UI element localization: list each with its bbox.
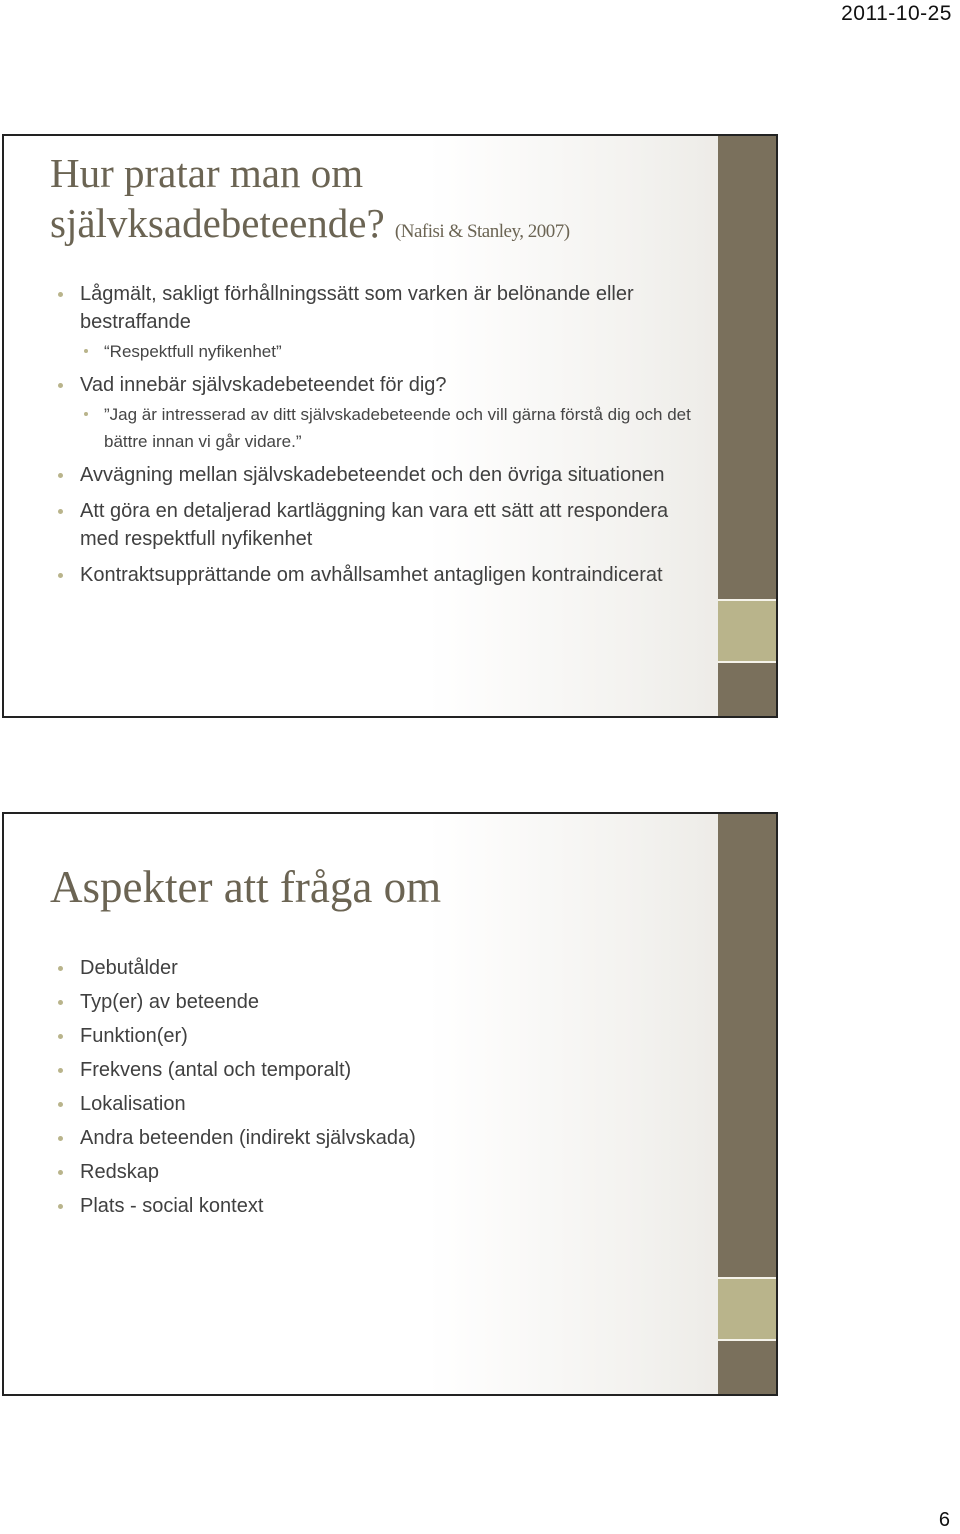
bullet-icon (58, 383, 63, 388)
title-line-2: självksadebeteende? (50, 200, 385, 246)
list-item (58, 1056, 698, 1084)
list-item (58, 1090, 698, 1118)
list-item-text: Lågmält, sakligt förhållningssätt som varken är belönande eller bestraffande (80, 283, 634, 333)
list-item-sub (58, 338, 698, 365)
list-item-text: Avvägning mellan självskadebeteendet och den övriga situationen (80, 464, 665, 486)
band-segment-light (718, 601, 776, 661)
list-item-text: Lokalisation (80, 1093, 186, 1115)
bullet-icon (58, 966, 63, 971)
list-item-text: Redskap (80, 1161, 159, 1183)
bullet-icon (58, 1068, 63, 1073)
list-item-text: Andra beteenden (indirekt självskada) (80, 1127, 416, 1149)
bullet-icon (58, 509, 63, 514)
list-item-text: Kontraktsupprättande om avhållsamhet antagligen kontraindicerat (80, 564, 663, 586)
bullet-icon (84, 349, 88, 353)
bullet-icon (58, 1136, 63, 1141)
list-item-text: Att göra en detaljerad kartläggning kan vara ett sätt att respondera med respektfull nyfikenhet (80, 500, 669, 550)
decorative-side-band (718, 136, 776, 716)
slide-2-title: Aspekter att fråga om (50, 862, 442, 912)
citation: (Nafisi & Stanley, 2007) (394, 221, 570, 242)
slide-1-bullet-list (58, 280, 698, 597)
list-item (58, 561, 698, 589)
bullet-icon (58, 1000, 63, 1005)
bullet-icon (58, 292, 63, 297)
list-item-text: Plats - social kontext (80, 1195, 264, 1217)
list-item (58, 497, 698, 553)
band-segment-dark-top (718, 136, 776, 599)
list-item-text: Funktion(er) (80, 1025, 188, 1047)
header-date: 2011-10-25 (841, 2, 952, 25)
slide-2 (2, 812, 778, 1396)
band-segment-dark-top (718, 814, 776, 1277)
list-item-text: “Respektfull nyfikenhet” (104, 342, 282, 361)
list-item-text: Frekvens (antal och temporalt) (80, 1059, 352, 1081)
list-item-text: ”Jag är intresserad av ditt självskadebeteende och vill gärna förstå dig och det bättre innan vi går vidare.” (104, 405, 691, 451)
list-item-text: Vad innebär självskadebeteendet för dig? (80, 374, 447, 396)
list-item (58, 1192, 698, 1220)
list-item (58, 280, 698, 336)
list-item-text: Typ(er) av beteende (80, 991, 259, 1013)
bullet-icon (58, 1034, 63, 1039)
list-item-sub (58, 401, 698, 455)
list-item (58, 1022, 698, 1050)
list-item (58, 1124, 698, 1152)
slide-1-title (50, 148, 690, 257)
title-line-1: Hur pratar man om (50, 150, 364, 196)
list-item (58, 988, 698, 1016)
band-segment-dark-bottom (718, 1341, 776, 1396)
page-number: 6 (938, 1509, 950, 1531)
bullet-icon (58, 1204, 63, 1209)
list-item-text: Debutålder (80, 957, 178, 979)
list-item (58, 461, 698, 489)
bullet-icon (84, 412, 88, 416)
band-segment-light (718, 1279, 776, 1339)
list-item (58, 371, 698, 399)
decorative-side-band (718, 814, 776, 1394)
band-segment-dark-bottom (718, 663, 776, 718)
bullet-icon (58, 1102, 63, 1107)
bullet-icon (58, 573, 63, 578)
list-item (58, 954, 698, 982)
slide-2-bullet-list (58, 954, 698, 1226)
bullet-icon (58, 473, 63, 478)
list-item (58, 1158, 698, 1186)
slide-1 (2, 134, 778, 718)
bullet-icon (58, 1170, 63, 1175)
